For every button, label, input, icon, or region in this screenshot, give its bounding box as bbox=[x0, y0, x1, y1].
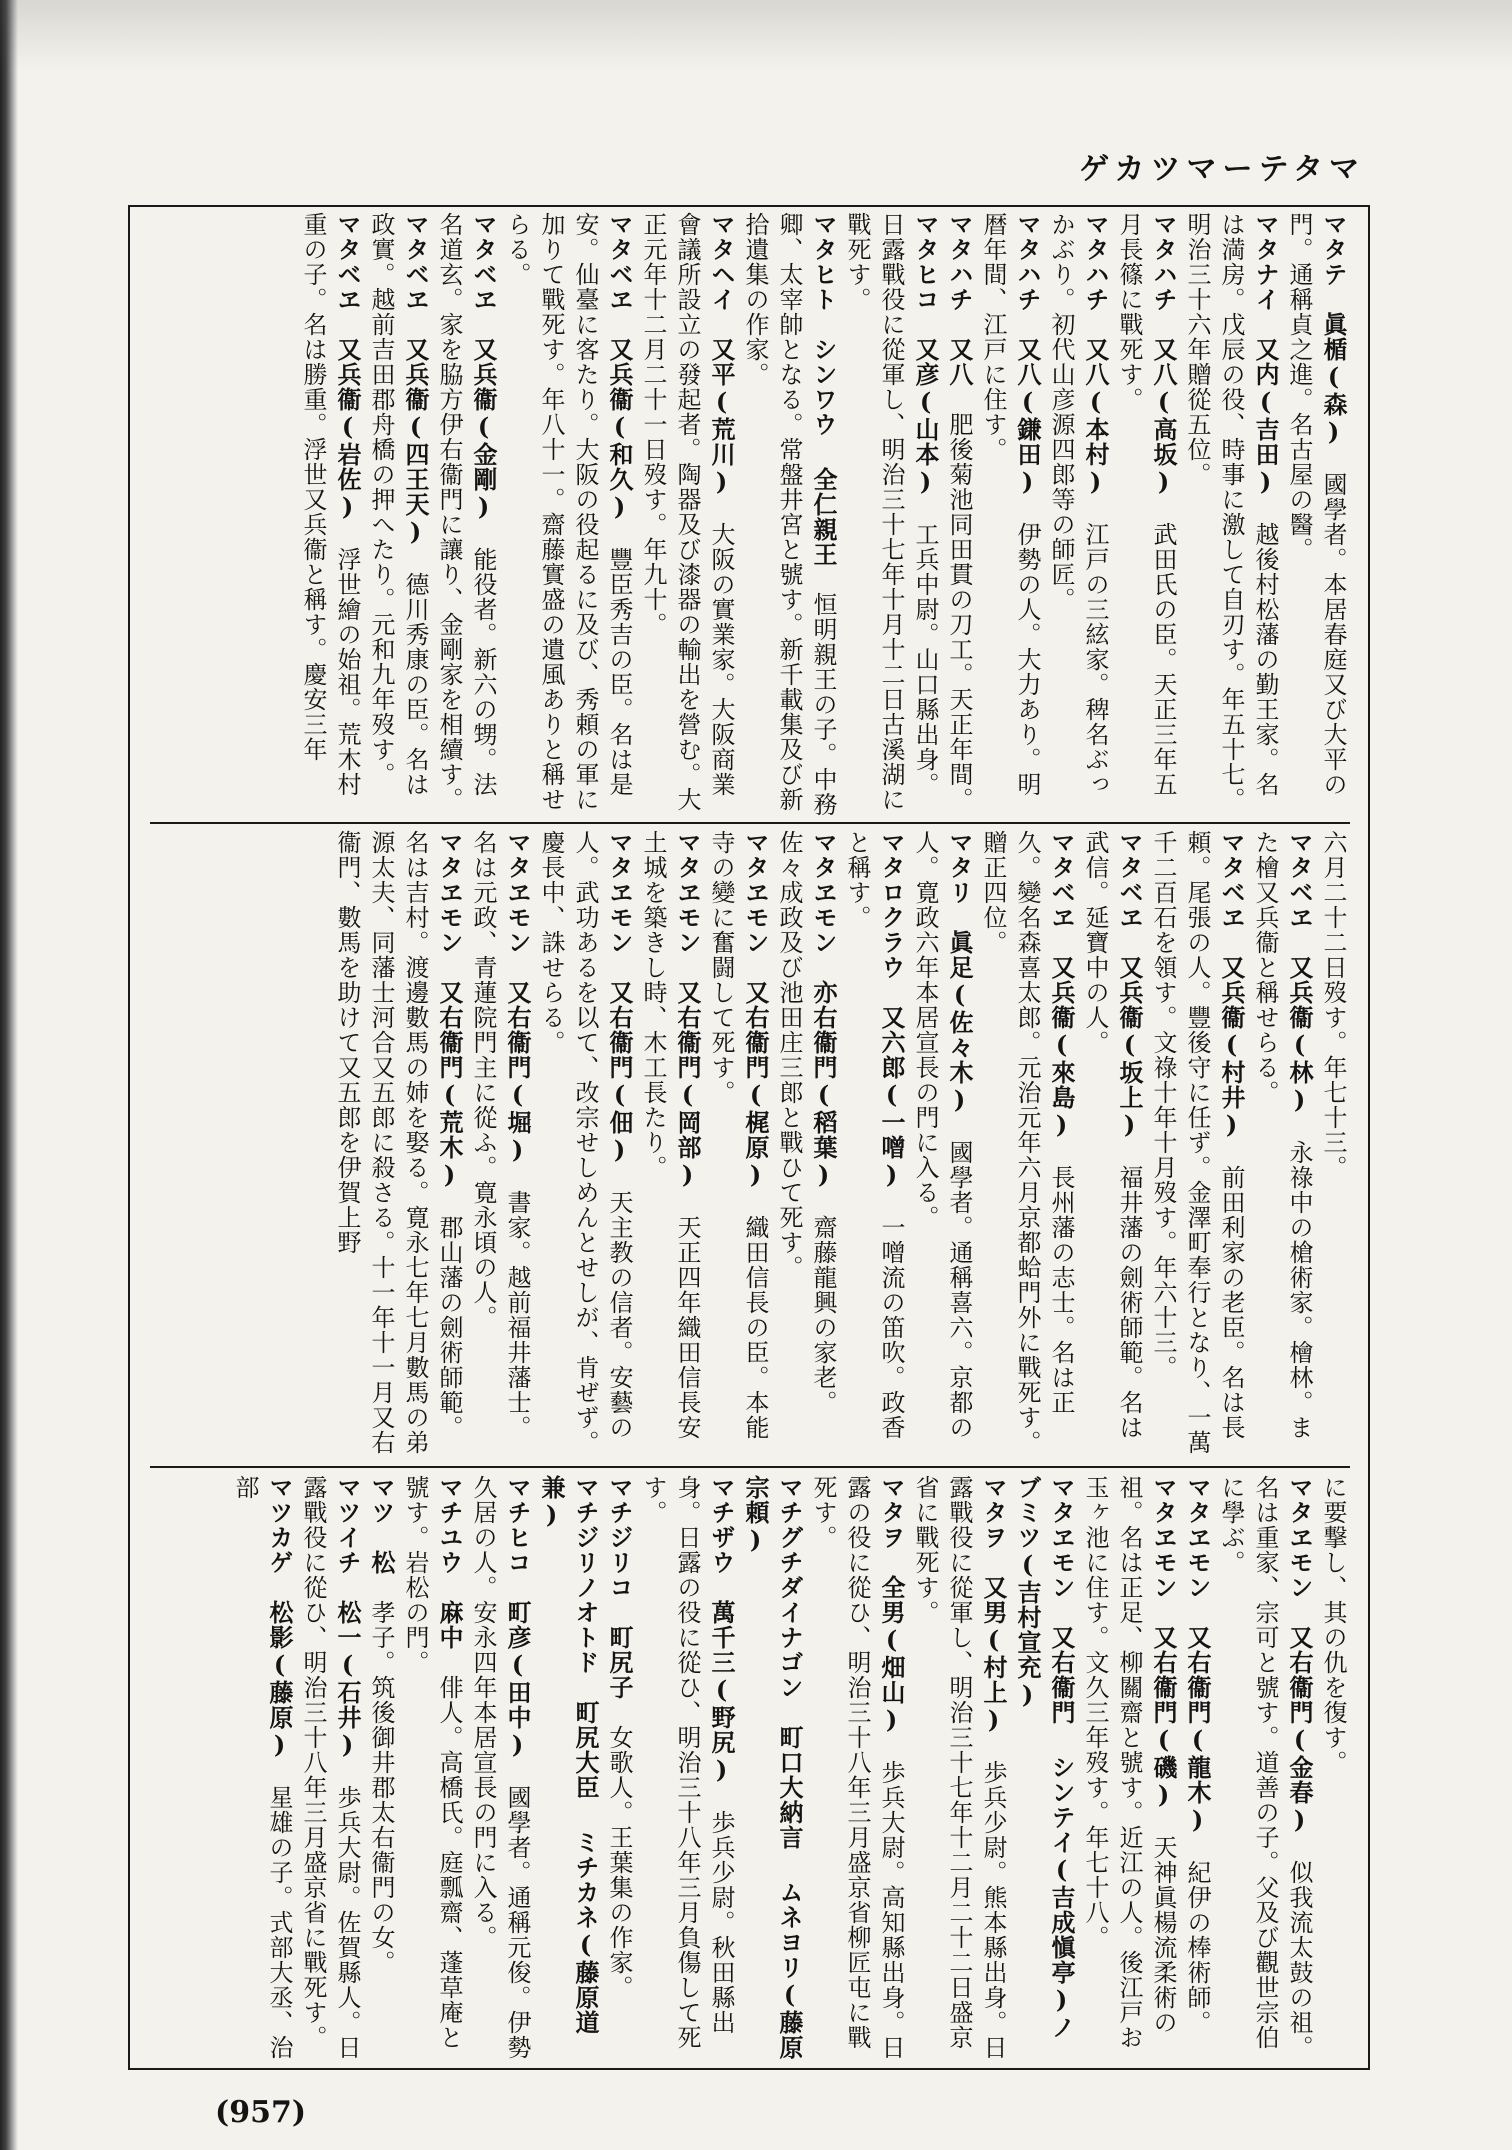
entry-description: 歩兵大尉。佐賀縣人。日露戰役に從ひ、明治三十八年三月盛京省に戰死す。 bbox=[299, 1475, 361, 2060]
entry-description: 織田信長の臣。本能寺の變に奮闘して死す。 bbox=[707, 830, 769, 1440]
entry-name: 又右衞門(佃) bbox=[605, 980, 634, 1165]
entry-reading: マタヱモン bbox=[1183, 1475, 1211, 1600]
entry-description: 俳人。高橋氏。庭瓢齋、蓬草庵と號す。岩松の門。 bbox=[401, 1475, 463, 2050]
entry-description: 天神眞楊流柔術の祖。名は正足、柳關齋と號す。近江の人。後江戸お玉ヶ池に住す。文久三年歿す。年七十八。 bbox=[1081, 1475, 1177, 2050]
section-middle bbox=[150, 830, 1350, 1460]
dictionary-entry bbox=[908, 830, 976, 1460]
dictionary-entry bbox=[364, 1475, 398, 2060]
entry-reading: マタヱモン bbox=[673, 830, 701, 955]
entry-description: 工兵中尉。山口縣出身。日露戰役に從軍し、明治三十七年十月十二日古溪湖に戰死す。 bbox=[843, 212, 939, 812]
dictionary-entry bbox=[1078, 830, 1146, 1460]
entry-reading: マツイチ bbox=[333, 1475, 361, 1575]
entry-description: 歩兵大尉。高知縣出身。日露の役に從ひ、明治三十八年三月盛京省柳匠屯に戰死す。 bbox=[809, 1475, 905, 2060]
entry-description: 似我流太鼓の祖。名は重家、宗可と號す。道善の子。父及び觀世宗伯に學ぶ。 bbox=[1217, 1475, 1313, 2060]
dictionary-entry bbox=[942, 212, 976, 817]
running-header: ゲカツマーテタマ bbox=[1079, 152, 1365, 187]
entry-name: 又兵衞(和久) bbox=[605, 337, 634, 522]
entry-reading: マタヒコ bbox=[911, 212, 939, 312]
dictionary-entry bbox=[602, 1475, 636, 2060]
entry-reading: マチジリコ bbox=[605, 1475, 633, 1600]
entry-reading: マチユウ bbox=[435, 1475, 463, 1575]
entry-description: に要撃し、其の仇を復す。 bbox=[1319, 1475, 1347, 1775]
entry-reading: マタベヱ bbox=[605, 212, 633, 312]
entry-reading: マタベヱ bbox=[1217, 830, 1245, 930]
entry-reading: マタベヱ bbox=[1115, 830, 1143, 930]
entry-name: 又兵衞(四王天) bbox=[401, 337, 430, 547]
section-top bbox=[150, 212, 1350, 817]
dictionary-entry bbox=[466, 1475, 534, 2060]
entry-reading: マタヱモン bbox=[741, 830, 769, 955]
dictionary-entry bbox=[738, 212, 840, 817]
entry-name: 又右衞門(岡部) bbox=[673, 980, 702, 1190]
entry-name: 町尻大臣 ミチカネ(藤原道兼) bbox=[537, 1475, 600, 2035]
entry-reading: マタヱモン bbox=[1047, 1475, 1075, 1600]
entry-reading: マタハチ bbox=[1081, 212, 1109, 312]
entry-name: 麻中 bbox=[435, 1600, 464, 1650]
dictionary-entry bbox=[738, 1475, 806, 2060]
entry-description: 郡山藩の劍術師範。名は吉村。渡邊數馬の姉を娶る。寛永七年七月數馬の弟源太夫、同藩士河合又五郎に殺さる。十一年十一月又右衞門、數馬を助けて又五郎を伊賀上野 bbox=[333, 830, 463, 1455]
entry-reading: マタハチ bbox=[1149, 212, 1177, 312]
dictionary-entry bbox=[1044, 212, 1112, 817]
entry-description: 歩兵少尉。熊本縣出身。日露戰役に從軍し、明治三十七年十二月二十二日盛京省に戰死す。 bbox=[911, 1475, 1007, 2060]
entry-description: 女歌人。王葉集の作家。 bbox=[605, 1725, 633, 2000]
entry-reading: マタベヱ bbox=[333, 212, 361, 312]
entry-description: 永祿中の槍術家。檜林。また檜又兵衞と稱せらる。 bbox=[1251, 830, 1313, 1440]
section-bottom bbox=[150, 1475, 1350, 2060]
entry-name: 又兵衞(岩佐) bbox=[333, 337, 362, 522]
entry-description: 天正四年織田信長安土城を築きし時、木工長たり。 bbox=[639, 830, 701, 1440]
dictionary-entry bbox=[840, 830, 908, 1460]
entry-description: 六月二十二日歿す。年七十三。 bbox=[1319, 830, 1347, 1180]
entry-name: 又男(村上) bbox=[979, 1575, 1008, 1735]
entry-reading: マツ bbox=[367, 1475, 395, 1525]
entry-reading: マタハチ bbox=[945, 212, 973, 312]
dictionary-entry bbox=[976, 212, 1044, 817]
entry-description: 國學者。本居春庭又び大平の門。通稱貞之進。名古屋の醫。 bbox=[1285, 212, 1347, 797]
entry-reading: マタベヱ bbox=[469, 212, 497, 312]
entry-description: 能役者。新六の甥。法名道玄。家を脇方伊右衞門に讓り、金剛家を相續す。 bbox=[435, 212, 497, 812]
entry-description: 越後村松藩の勤王家。名は満房。戊辰の役、時事に激して自刃す。年五十七。明治三十六年贈從五位。 bbox=[1183, 212, 1279, 812]
entry-description: 書家。越前福井藩士。名は元政、青蓮院門主に從ふ。寛永頃の人。 bbox=[469, 830, 531, 1440]
scan-left-edge bbox=[0, 0, 18, 2150]
dictionary-entry bbox=[1316, 830, 1350, 1460]
entry-name: 又彦(山本) bbox=[911, 337, 940, 497]
dictionary-entry bbox=[772, 830, 840, 1460]
dictionary-entry bbox=[840, 212, 942, 817]
entry-description: 星雄の子。式部大丞、治部 bbox=[231, 1475, 293, 2060]
section-divider-2 bbox=[150, 1466, 1350, 1468]
dictionary-entry bbox=[1078, 1475, 1180, 2060]
dictionary-entry bbox=[806, 1475, 908, 2060]
entry-reading: マタロクラウ bbox=[877, 830, 905, 980]
entry-name: 又六郎(一噌) bbox=[877, 1005, 906, 1190]
dictionary-entry bbox=[398, 1475, 466, 2060]
entry-reading: マタヱモン bbox=[1285, 1475, 1313, 1600]
dictionary-entry bbox=[296, 1475, 364, 2060]
entry-description: 豐臣秀吉の臣。名は是安。仙臺に客たり。大阪の役起るに及び、秀頼の軍に加りて戰死す。年八十一。齋藤實盛の遺風ありと稱せらる。 bbox=[503, 212, 633, 812]
dictionary-entry bbox=[908, 1475, 1010, 2060]
entry-name: 眞楯(森) bbox=[1319, 312, 1348, 447]
entry-name: 又内(吉田) bbox=[1251, 337, 1280, 497]
dictionary-entry bbox=[1180, 212, 1282, 817]
entry-reading: マタベヱ bbox=[1285, 830, 1313, 930]
entry-description: 前田利家の老臣。名は長頼。尾張の人。豐後守に任ず。金澤町奉行となり、一萬千二百石を領す。文祿十年十月歿す。年六十三。 bbox=[1149, 830, 1245, 1455]
entry-reading: マタヱモン bbox=[503, 830, 531, 955]
entry-name: 又右衞門(磯) bbox=[1149, 1625, 1178, 1810]
entry-name: 又八(鎌田) bbox=[1013, 337, 1042, 497]
entry-reading: マタナイ bbox=[1251, 212, 1279, 312]
entry-reading: マタヲ bbox=[877, 1475, 905, 1550]
entry-name: 又兵衞(村井) bbox=[1217, 955, 1246, 1140]
dictionary-entry bbox=[1248, 830, 1316, 1460]
entry-reading: マタハチ bbox=[1013, 212, 1041, 312]
entry-name: 又兵衞(坂上) bbox=[1115, 955, 1144, 1140]
dictionary-entry bbox=[228, 1475, 296, 2060]
entry-name: 又右衞門 シンテイ(吉成愼亭)ノブミツ(吉村宣充) bbox=[1013, 1475, 1076, 2040]
entry-name: 又右衞門(梶原) bbox=[741, 980, 770, 1190]
entry-reading: マチジリノオトド bbox=[571, 1475, 599, 1675]
entry-reading: マタヘイ bbox=[707, 212, 735, 312]
dictionary-entry bbox=[1316, 1475, 1350, 2060]
entry-name: 松 bbox=[367, 1550, 396, 1575]
entry-name: 又右衞門(金春) bbox=[1285, 1625, 1314, 1835]
entry-description: 肥後菊池同田貫の刀工。天正年間。 bbox=[945, 412, 973, 812]
entry-name: 又右衞門(龍木) bbox=[1183, 1625, 1212, 1835]
entry-name: 松一(石井) bbox=[333, 1600, 362, 1760]
entry-description: 紀伊の棒術師。 bbox=[1183, 1860, 1211, 2035]
entry-name: 全男(畑山) bbox=[877, 1575, 906, 1735]
entry-description: 國學者。通稱元俊。伊勢久居の人。安永四年本居宣長の門に入る。 bbox=[469, 1475, 531, 2060]
entry-name: 又兵衞(林) bbox=[1285, 955, 1314, 1115]
entry-name: 亦右衞門(稻葉) bbox=[809, 980, 838, 1190]
entry-reading: マタヱモン bbox=[809, 830, 837, 955]
dictionary-entry bbox=[364, 212, 432, 817]
entry-description: 武田氏の臣。天正三年五月長篠に戰死す。 bbox=[1115, 212, 1177, 797]
entry-reading: マタヲ bbox=[979, 1475, 1007, 1550]
scan-top-smudge bbox=[0, 0, 1512, 70]
entry-reading: マチヒコ bbox=[503, 1475, 531, 1575]
dictionary-entry bbox=[466, 830, 534, 1460]
entry-reading: マタヱモン bbox=[1149, 1475, 1177, 1600]
dictionary-entry bbox=[976, 830, 1078, 1460]
entry-description: 伊勢の人。大力あり。明暦年間、江戸に住す。 bbox=[979, 212, 1041, 797]
dictionary-entry bbox=[432, 212, 500, 817]
entry-name: 又右衞門(荒木) bbox=[435, 980, 464, 1190]
dictionary-entry bbox=[1146, 830, 1248, 1460]
entry-description: 齋藤龍興の家老。佐々成政及び池田庄三郎と戰ひて死す。 bbox=[775, 830, 837, 1415]
entry-reading: マタベヱ bbox=[401, 212, 429, 312]
entry-description: 國學者。通稱喜六。京都の人。寛政六年本居宣長の門に入る。 bbox=[911, 830, 973, 1440]
entry-description: 福井藩の劍術師範。名は武信。延寶中の人。 bbox=[1081, 830, 1143, 1440]
dictionary-entry bbox=[1180, 1475, 1214, 2060]
entry-description: 歩兵少尉。秋田縣出身。日露の役に從ひ、明治三十八年三月負傷して死す。 bbox=[639, 1475, 735, 2050]
entry-name: 眞足(佐々木) bbox=[945, 930, 974, 1115]
entry-name: 又八(高坂) bbox=[1149, 337, 1178, 497]
entry-name: 又八(本村) bbox=[1081, 337, 1110, 497]
entry-description: 恒明親王の子。中務卿、太宰帥となる。常盤井宮と號す。新千載集及び新拾遺集の作家。 bbox=[741, 212, 837, 817]
dictionary-entry bbox=[1112, 212, 1180, 817]
dictionary-entry bbox=[1010, 1475, 1078, 2060]
dictionary-entry bbox=[636, 212, 738, 817]
dictionary-entry bbox=[534, 830, 636, 1460]
dictionary-entry bbox=[636, 1475, 738, 2060]
entry-name: 町彦(田中) bbox=[503, 1600, 532, 1760]
dictionary-entry bbox=[1214, 1475, 1316, 2060]
entry-description: 浮世繪の始祖。荒木村重の子。名は勝重。浮世又兵衞と稱す。慶安三年 bbox=[299, 212, 361, 797]
entry-reading: マタベヱ bbox=[1047, 830, 1075, 930]
entry-description: 長州藩の志士。名は正久。變名森喜太郎。元治元年六月京都蛤門外に戰死す。贈正四位。 bbox=[979, 830, 1075, 1455]
entry-name: 町口大納言 ムネヨリ(藤原宗頼) bbox=[741, 1475, 804, 2060]
entry-description: 江戸の三絃家。稗名ぶっかぶり。初代山彦源四郎等の師匠。 bbox=[1047, 212, 1109, 797]
dictionary-entry bbox=[704, 830, 772, 1460]
entry-name: 松影(藤原) bbox=[265, 1600, 294, 1760]
entry-name: 又兵衞(來島) bbox=[1047, 955, 1076, 1140]
entry-reading: マタテ bbox=[1319, 212, 1347, 287]
page-number: (957) bbox=[215, 2095, 307, 2130]
entry-name: 町尻子 bbox=[605, 1625, 634, 1700]
entry-name: 又兵衞(金剛) bbox=[469, 337, 498, 522]
dictionary-entry bbox=[1282, 212, 1350, 817]
entry-name: 又平(荒川) bbox=[707, 337, 736, 497]
entry-description: 德川秀康の臣。名は政實。越前吉田郡舟橋の押へたり。元和九年歿す。 bbox=[367, 212, 429, 797]
entry-reading: マタヱモン bbox=[605, 830, 633, 955]
entry-reading: マタヱモン bbox=[435, 830, 463, 955]
entry-name: シンワウ 全仁親王 bbox=[809, 337, 838, 567]
entry-name: 又八 bbox=[945, 337, 974, 387]
dictionary-entry bbox=[500, 212, 636, 817]
entry-reading: マチザウ bbox=[707, 1475, 735, 1575]
dictionary-entry bbox=[296, 212, 364, 817]
entry-description: 孝子。筑後御井郡太右衞門の女。 bbox=[367, 1600, 395, 1975]
entry-reading: マタヒト bbox=[809, 212, 837, 312]
entry-description: 大阪の實業家。大阪商業會議所設立の發起者。陶器及び漆器の輸出を營む。大正元年十二月二十一日歿す。年九十。 bbox=[639, 212, 735, 812]
entry-reading: マタリ bbox=[945, 830, 973, 905]
dictionary-entry bbox=[330, 830, 466, 1460]
entry-description: 一噌流の笛吹。政香と稱す。 bbox=[843, 830, 905, 1440]
entry-reading: マツカゲ bbox=[265, 1475, 293, 1575]
entry-reading: マチグチダイナゴン bbox=[775, 1475, 803, 1700]
entry-description: 天主教の信者。安藝の人。武功あるを以て、改宗せしめんとせしが、肯ぜず。慶長中、誅せらる。 bbox=[537, 830, 633, 1455]
entry-name: 萬千三(野尻) bbox=[707, 1600, 736, 1785]
dictionary-entry bbox=[636, 830, 704, 1460]
section-divider-1 bbox=[150, 822, 1350, 824]
dictionary-entry bbox=[534, 1475, 602, 2060]
entry-name: 又右衞門(堀) bbox=[503, 980, 532, 1165]
